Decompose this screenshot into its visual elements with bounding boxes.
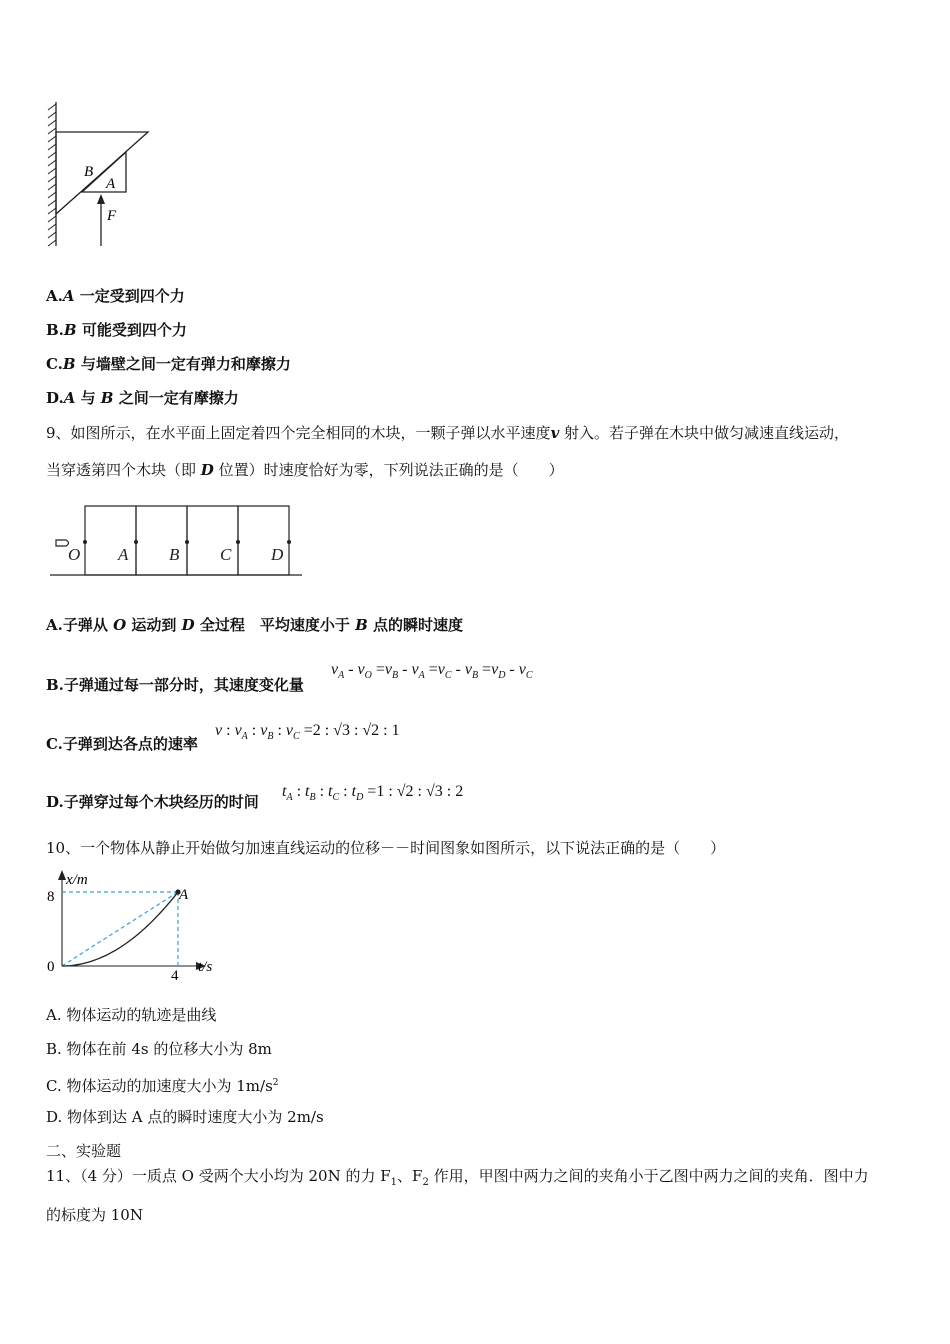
speed-ratio-formula: v : $v_A$ : $v_B$ : $v_C =2$ : √3 : √2 : 1 xyxy=(215,722,400,743)
q10-option-d: D. 物体到达 A 点的瞬时速度大小为 2m/s xyxy=(46,1108,324,1126)
q10-option-c: C. 物体运动的加速度大小为 $1m/s^2$ xyxy=(46,1077,279,1095)
q10-stem: 10、一个物体从静止开始做匀加速直线运动的位移－－时间图象如图所示，以下说法正确的是（ ） xyxy=(46,839,726,857)
point-b-label: B xyxy=(169,545,180,564)
wood-blocks-figure xyxy=(46,500,308,582)
q8-option-c: C.B 与墙壁之间一定有弹力和摩擦力 xyxy=(46,355,291,373)
time-ratio-formula: $t_A$ : $t_B$ : $t_C$ : $t_D =1$ : √2 : √3 : 2 xyxy=(282,783,464,804)
y-tick-label: 8 xyxy=(47,889,55,905)
chord-line xyxy=(62,892,178,966)
q11-line1: 11、（4 分）一质点 O 受两个大小均为 20N 的力 $F_1$、$F_2$ 作用，甲图中两力之间的夹角小于乙图中两力之间的夹角．图中力 xyxy=(46,1167,869,1188)
point-o-label: O xyxy=(68,545,81,564)
wedge-block-figure xyxy=(40,96,160,256)
q10-option-a: A. 物体运动的轨迹是曲线 xyxy=(46,1006,217,1024)
q8-option-a: A.A 一定受到四个力 xyxy=(46,287,185,305)
q9-stem-line1: 9、如图所示，在水平面上固定着四个完全相同的木块，一颗子弹以水平速度v 射入。若子弹在木块中做匀减速直线运动， xyxy=(46,424,850,442)
q8-option-b: B.B 可能受到四个力 xyxy=(46,321,187,339)
label-b: B xyxy=(84,164,94,180)
point-d-label: D xyxy=(271,545,284,564)
section-title: 二、实验题 xyxy=(46,1142,122,1160)
x-axis-label: t/s xyxy=(198,959,213,975)
q9-option-a: A.子弹从 O 运动到 D 全过程 平均速度小于 B 点的瞬时速度 xyxy=(46,616,464,634)
q9-option-d: D.子弹穿过每个木块经历的时间 xyxy=(46,793,259,811)
q8-option-d: D.A 与 B 之间一定有摩擦力 xyxy=(46,389,239,407)
y-axis-label: x/m xyxy=(66,872,88,888)
q11-line2: 的标度为 10N xyxy=(46,1206,143,1224)
xt-graph xyxy=(40,866,230,986)
label-f: F xyxy=(107,208,117,224)
velocity-change-formula: $v_A - v_O =v_B - v_A =v_C - v_B =v_D - v_C$ xyxy=(331,661,533,682)
origin-label: 0 xyxy=(47,959,55,975)
q9-stem-line2: 当穿透第四个木块（即 D 位置）时速度恰好为零，下列说法正确的是（ ） xyxy=(46,461,564,479)
label-a: A xyxy=(106,176,116,192)
q9-option-b: B.子弹通过每一部分时，其速度变化量 xyxy=(46,676,304,694)
point-c-label: C xyxy=(220,545,232,564)
xt-curve xyxy=(62,892,178,966)
q10-option-b: B. 物体在前 4s 的位移大小为 8m xyxy=(46,1040,272,1058)
x-tick-label: 4 xyxy=(171,968,179,984)
point-a-label: A xyxy=(118,545,129,564)
point-a-label: A xyxy=(179,887,189,903)
q9-option-c: C.子弹到达各点的速率 xyxy=(46,735,198,753)
